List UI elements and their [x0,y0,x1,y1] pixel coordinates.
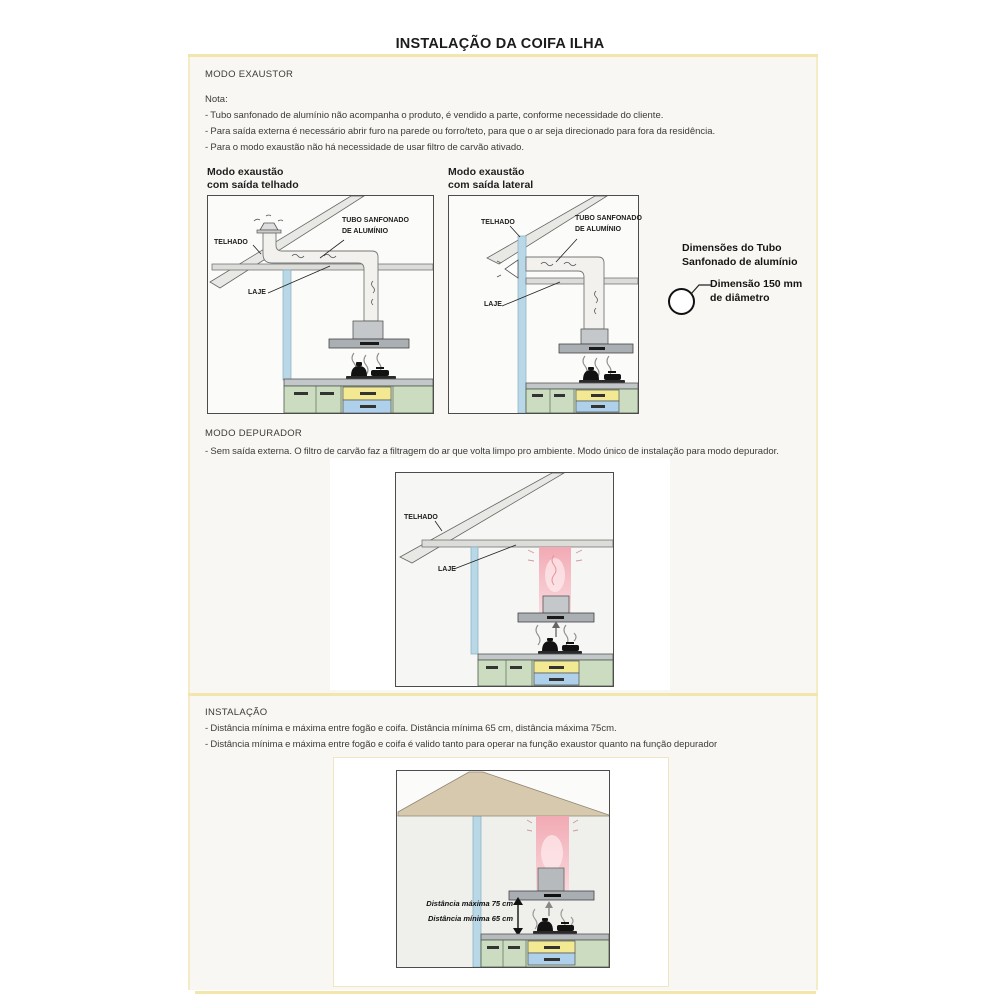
stove-pots [346,362,396,379]
diagram-roof-title-line1: Modo exaustão [207,166,284,178]
tube-callout-pointer [688,280,714,298]
laje-label: LAJE [484,301,502,308]
airflow-up-arrow [552,621,560,637]
tube-dimension-line2: de diâmetro [710,291,770,304]
diagram-roof-outlet [207,195,434,414]
depurador-heading: MODO DEPURADOR [205,428,303,439]
base-cabinets [526,389,638,413]
countertop [481,934,609,940]
divider-middle [188,693,818,696]
tube-callout-title-line1: Dimensões do Tubo [682,242,782,254]
roof [398,772,609,816]
support-pillar [473,816,481,967]
page-title: INSTALAÇÃO DA COIFA ILHA [395,36,605,52]
countertop [526,383,638,389]
exaustor-note: - Para saída externa é necessário abrir furo na parede ou forro/teto, para que o ar seja direcionado para fora da residência. [205,126,716,137]
support-pillar [471,547,478,654]
tubo-sanfonado-label-line2: DE ALUMÍNIO [342,228,389,235]
diagram-distancias-drawing [397,771,609,967]
countertop [478,654,613,660]
range-hood [329,321,409,348]
laje-label: LAJE [438,566,456,573]
exaustor-heading: MODO EXAUSTOR [205,69,294,80]
exaustor-note: - Tubo sanfonado de alumínio não acompanha o produto, é vendido a parte, conforme necessidade do cliente. [205,110,664,121]
instalacao-note: - Distância mínima e máxima entre fogão e coifa é valido tanto para operar na função exaustor quanto na função depurador [205,739,718,750]
telhado-label: TELHADO [214,239,248,246]
nota-label: Nota: [205,94,228,105]
instalacao-note: - Distância mínima e máxima entre fogão e coifa. Distância mínima 65 cm, distância máxima 75cm. [205,723,617,734]
distancia-minima-label: Distância mínima 65 cm [427,914,513,923]
tubo-sanfonado-label: TUBO SANFONADO [575,215,642,222]
tube-callout-title [682,242,798,269]
laje-label: LAJE [248,289,266,296]
base-cabinets [478,660,613,686]
lateral-exit-arrow [497,260,518,278]
tube-dimension-line1: Dimensão 150 mm [710,278,803,290]
roof-vent-cap [254,215,283,233]
divider-bottom [195,991,816,994]
base-cabinets [481,940,609,967]
diagram-roof-title [207,166,299,191]
countertop [284,379,433,386]
diagram-roof-outlet-drawing [208,196,433,413]
depurador-description: - Sem saída externa. O filtro de carvão faz a filtragem do ar que volta limpo pro ambiente. Modo único de instalação para modo depurador. [205,446,779,457]
stove-pots [538,638,582,654]
wall-pillar [518,236,526,413]
range-hood [559,329,633,353]
ceiling-slab [526,278,638,284]
telhado-label: TELHADO [404,514,438,521]
diagram-lateral-title [448,166,533,191]
diagram-lateral-title-line2: com saída lateral [448,178,534,191]
aluminum-duct [526,257,604,329]
diagram-distancias [396,770,610,968]
exaustor-note: - Para o modo exaustão não há necessidade de usar filtro de carvão ativado. [205,142,525,153]
diagram-depurador-drawing [396,473,613,686]
tubo-sanfonado-label-line2: DE ALUMÍNIO [575,226,622,233]
diagram-roof-title-line2: com saída telhado [207,178,299,191]
support-pillar [283,270,291,380]
stove-pots [579,367,625,383]
diagram-lateral-title-line1: Modo exaustão [448,166,525,178]
diagram-lateral-outlet [448,195,642,414]
distancia-maxima-label: Distância máxima 75 cm [426,899,513,908]
tube-callout-title-line2: Sanfonado de alumínio [682,255,798,268]
telhado-label: TELHADO [481,219,515,226]
instalacao-heading: INSTALAÇÃO [205,707,268,718]
ceiling-slab [422,540,613,547]
diagram-depurador [395,472,614,687]
base-cabinets [284,386,433,413]
tube-callout-dimension [710,278,802,305]
range-hood [518,596,594,622]
tubo-sanfonado-label: TUBO SANFONADO [342,217,409,224]
